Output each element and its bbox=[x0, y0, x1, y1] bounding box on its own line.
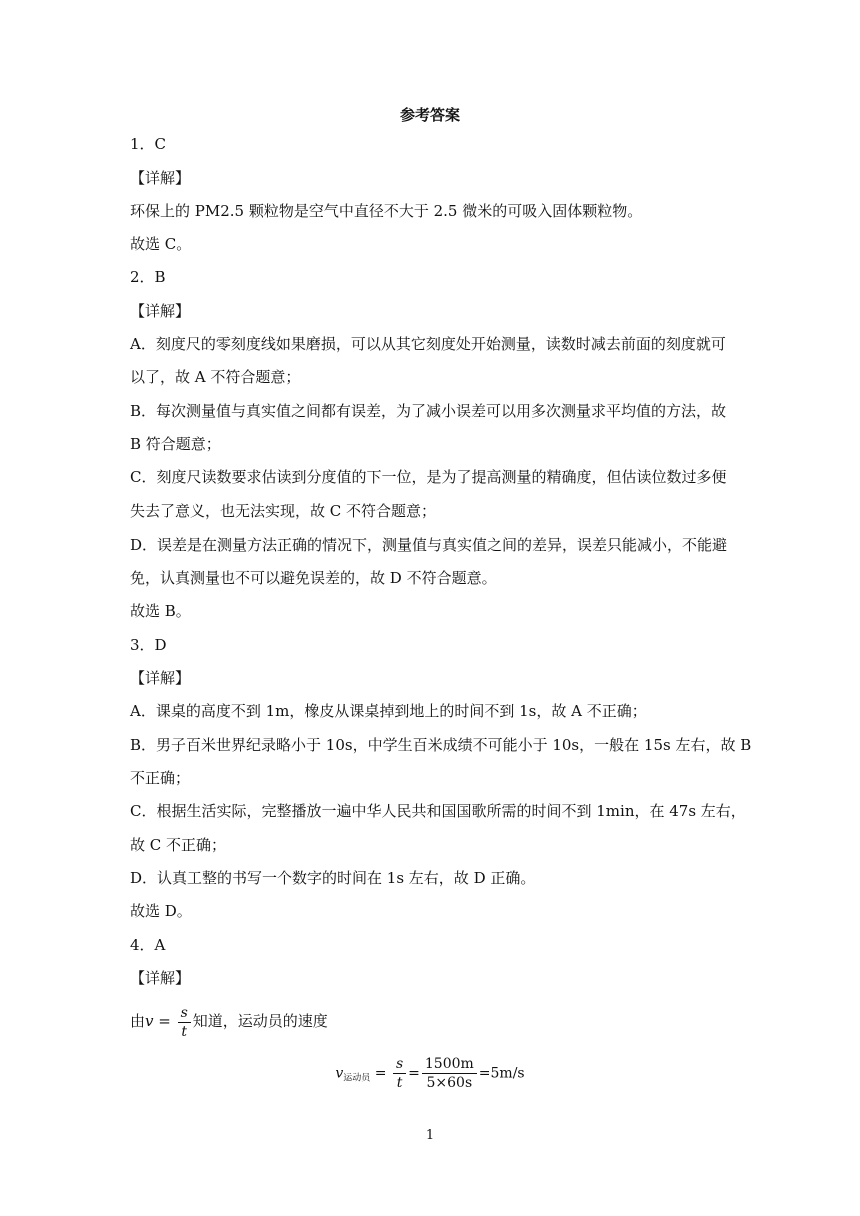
formula-intro-suffix: 知道，运动员的速度 bbox=[192, 1012, 328, 1030]
formula-intro-prefix: 由 bbox=[130, 1012, 146, 1030]
formula-fraction-1-numerator: s bbox=[393, 1055, 406, 1074]
formula-fraction-2-denominator: 5×60s bbox=[426, 1075, 473, 1091]
formula-subscript: 运动员 bbox=[343, 1073, 371, 1084]
answer-line-11: C．刻度尺读数要求估读到分度值的下一位，是为了提高测量的精确度，但估读位数过多便 bbox=[130, 468, 727, 486]
answer-line-25: 4．A bbox=[130, 936, 166, 954]
formula-fraction-1-denominator: t bbox=[396, 1075, 403, 1091]
answer-line-4: 故选 C。 bbox=[130, 235, 192, 253]
answer-line-13: D．误差是在测量方法正确的情况下，测量值与真实值之间的差异，误差只能减小，不能避 bbox=[130, 536, 728, 554]
formula-intro-v: v bbox=[145, 1012, 154, 1030]
answer-line-23: D．认真工整的书写一个数字的时间在 1s 左右，故 D 正确。 bbox=[130, 869, 536, 887]
answer-line-21: C．根据生活实际，完整播放一遍中华人民共和国国歌所需的时间不到 1min，在 47s 左右， bbox=[130, 802, 746, 820]
answer-line-10: B 符合题意； bbox=[130, 435, 221, 453]
answer-line-14: 免，认真测量也不可以避免误差的，故 D 不符合题意。 bbox=[130, 569, 497, 587]
answer-line-9: B．每次测量值与真实值之间都有误差，为了减小误差可以用多次测量求平均值的方法，故 bbox=[130, 402, 727, 420]
formula-eq2: = bbox=[408, 1065, 420, 1082]
answer-line-3: 环保上的 PM2.5 颗粒物是空气中直径不大于 2.5 微米的可吸入固体颗粒物。 bbox=[130, 202, 643, 220]
answer-line-2: 【详解】 bbox=[130, 169, 191, 187]
answer-line-22: 故 C 不正确； bbox=[130, 836, 227, 854]
answer-line-17: 【详解】 bbox=[130, 669, 191, 687]
answer-line-18: A．课桌的高度不到 1m，橡皮从课桌掉到地上的时间不到 1s，故 A 不正确； bbox=[130, 702, 647, 720]
answer-line-19: B．男子百米世界纪录略小于 10s，中学生百米成绩不可能小于 10s，一般在 15s 左右，故 B bbox=[130, 736, 752, 754]
answer-line-16: 3．D bbox=[130, 636, 167, 654]
formula-intro-numerator: s bbox=[178, 1004, 191, 1023]
formula-intro-eq: = bbox=[153, 1012, 176, 1030]
formula-fraction-1 bbox=[393, 1055, 406, 1092]
formula-fraction-2-numerator: 1500m bbox=[422, 1055, 477, 1074]
formula-eq1: = bbox=[370, 1065, 391, 1082]
answer-line-24: 故选 D。 bbox=[130, 902, 192, 920]
answer-line-1: 1．C bbox=[130, 135, 167, 153]
answer-line-26: 【详解】 bbox=[130, 969, 191, 987]
answer-line-12: 失去了意义，也无法实现，故 C 不符合题意； bbox=[130, 502, 437, 520]
answer-line-5: 2．B bbox=[130, 268, 166, 286]
formula-result: =5m/s bbox=[478, 1065, 525, 1082]
answer-line-20: 不正确； bbox=[130, 769, 191, 787]
formula-intro-line bbox=[130, 1003, 740, 1041]
velocity-formula bbox=[0, 1055, 860, 1092]
page-number: 1 bbox=[425, 1128, 435, 1143]
answer-line-8: 以了，故 A 不符合题意； bbox=[130, 368, 301, 386]
formula-fraction-2 bbox=[422, 1055, 477, 1092]
page-title: 参考答案 bbox=[399, 106, 460, 124]
answer-line-15: 故选 B。 bbox=[130, 602, 191, 620]
answer-line-7: A．刻度尺的零刻度线如果磨损，可以从其它刻度处开始测量，读数时减去前面的刻度就可 bbox=[130, 335, 726, 353]
answer-line-6: 【详解】 bbox=[130, 302, 191, 320]
formula-intro-denominator: t bbox=[181, 1023, 188, 1040]
formula-intro-fraction bbox=[178, 1004, 191, 1041]
formula-v: v bbox=[335, 1065, 344, 1082]
